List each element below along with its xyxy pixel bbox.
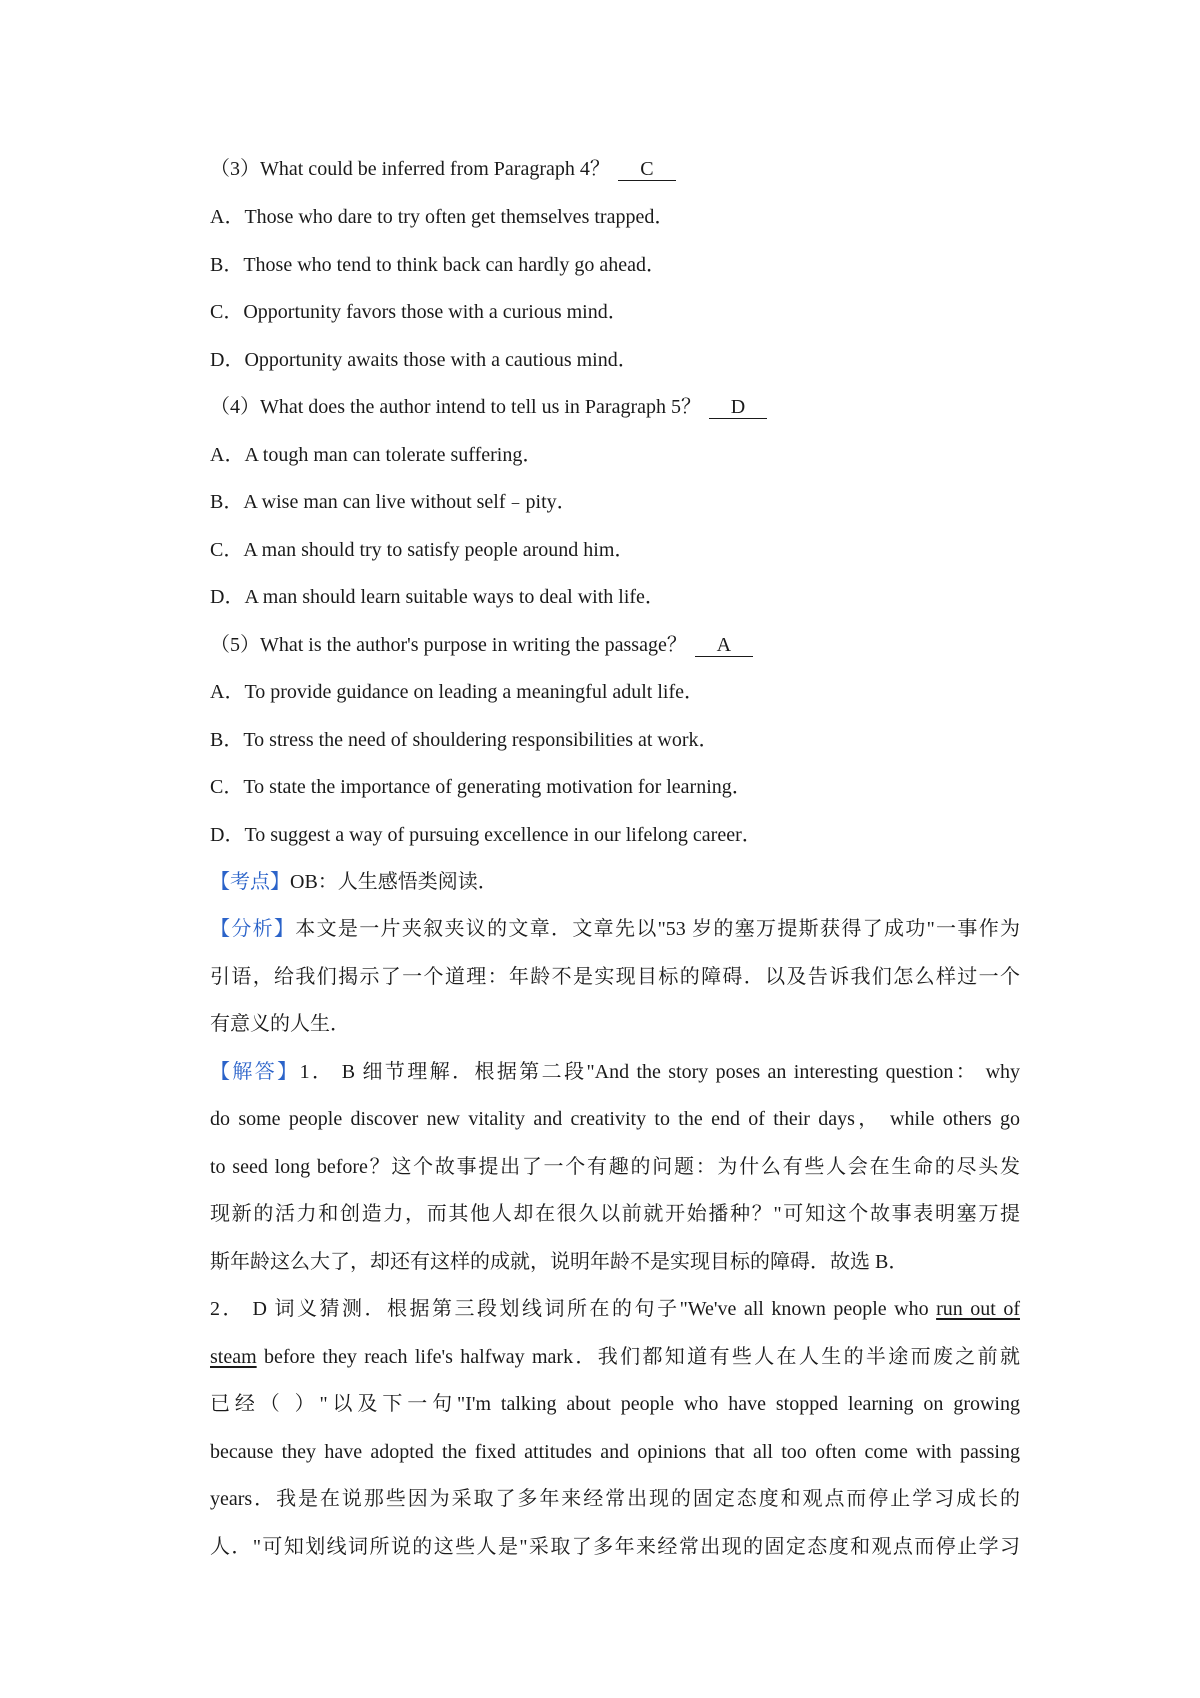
option-c: C．Opportunity favors those with a curious mind． <box>210 301 628 323</box>
kaodian-text: OB：人生感悟类阅读． <box>290 871 498 893</box>
jieda-tag: 【解答】 <box>210 1061 300 1083</box>
question-text: What does the author intend to tell us in Paragraph 5？ <box>260 396 702 418</box>
jieda-item2-line-6: 人．"可知划线词所说的这些人是"采取了多年来经常出现的固定态度和观点而停止学习 <box>210 1536 1020 1558</box>
jieda-item2-line-3: 已经（ ）"以及下一句"I'm talking about people who have stopped learning on growing <box>210 1393 1020 1415</box>
option-b: B．A wise man can live without self﹣pity． <box>210 491 577 513</box>
option-c: C．A man should try to satisfy people around him． <box>210 539 635 561</box>
fenxi-line-1 <box>210 915 1020 943</box>
answer-blank: D <box>709 396 767 419</box>
jieda-item2-line-4: because they have adopted the fixed attitudes and opinions that all too often come with passing <box>210 1441 1020 1463</box>
item2-text: before they reach life's halfway mark．我们都知道有些人在人生的半途而废之前就 <box>256 1346 1020 1368</box>
kaodian-section <box>210 868 1020 896</box>
option-a: A．A tough man can tolerate suffering． <box>210 444 543 466</box>
question-number: （5） <box>210 634 260 656</box>
fenxi-tag: 【分析】 <box>210 918 296 940</box>
jieda-item2-line-5: years．我是在说那些因为采取了多年来经常出现的固定态度和观点而停止学习成长的 <box>210 1488 1020 1510</box>
question-3 <box>210 155 1020 183</box>
answer-blank: A <box>695 634 753 657</box>
question-4 <box>210 393 1020 421</box>
option-d: D．A man should learn suitable ways to deal with life． <box>210 586 665 608</box>
option-b: B．Those who tend to think back can hardly go ahead． <box>210 254 666 276</box>
option-d: D．Opportunity awaits those with a cautious mind． <box>210 349 638 371</box>
option-c: C．To state the importance of generating motivation for learning． <box>210 776 752 798</box>
item2-text: 2． D 词义猜测．根据第三段划线词所在的句子"We've all known people who <box>210 1298 937 1320</box>
jieda-item2-line-2 <box>210 1343 1020 1371</box>
jieda-line-2: do some people discover new vitality and creativity to the end of their days， while others go <box>210 1108 1020 1130</box>
underlined-phrase: steam <box>210 1346 257 1368</box>
jieda-line-3: to seed long before？这个故事提出了一个有趣的问题：为什么有些人会在生命的尽头发 <box>210 1156 1020 1178</box>
underlined-phrase: run out of <box>936 1298 1020 1320</box>
jieda-line-1 <box>210 1058 1020 1086</box>
answer-blank: C <box>618 158 676 181</box>
option-a: A．To provide guidance on leading a meaningful adult life． <box>210 681 705 703</box>
jieda-text: 1． B 细节理解．根据第二段"And the story poses an interesting question： why <box>299 1061 1021 1083</box>
question-text: What could be inferred from Paragraph 4？ <box>260 158 610 180</box>
fenxi-text: 本文是一片夹叙夹议的文章．文章先以"53 岁的塞万提斯获得了成功"一事作为 <box>295 918 1021 940</box>
kaodian-tag: 【考点】 <box>210 871 290 893</box>
fenxi-line-3: 有意义的人生． <box>210 1013 350 1035</box>
question-5 <box>210 631 1020 659</box>
option-d: D．To suggest a way of pursuing excellence in our lifelong career． <box>210 824 762 846</box>
question-number: （3） <box>210 158 260 180</box>
fenxi-line-2: 引语，给我们揭示了一个道理：年龄不是实现目标的障碍．以及告诉我们怎么样过一个 <box>210 966 1020 988</box>
question-text: What is the author's purpose in writing the passage？ <box>260 634 687 656</box>
jieda-line-5: 斯年龄这么大了，却还有这样的成就，说明年龄不是实现目标的障碍．故选 B． <box>210 1251 909 1273</box>
question-number: （4） <box>210 396 260 418</box>
option-b: B．To stress the need of shouldering responsibilities at work． <box>210 729 719 751</box>
jieda-item2-line-1 <box>210 1295 1020 1323</box>
option-a: A．Those who dare to try often get themselves trapped． <box>210 206 675 228</box>
jieda-line-4: 现新的活力和创造力，而其他人却在很久以前就开始播种？"可知这个故事表明塞万提 <box>210 1203 1020 1225</box>
